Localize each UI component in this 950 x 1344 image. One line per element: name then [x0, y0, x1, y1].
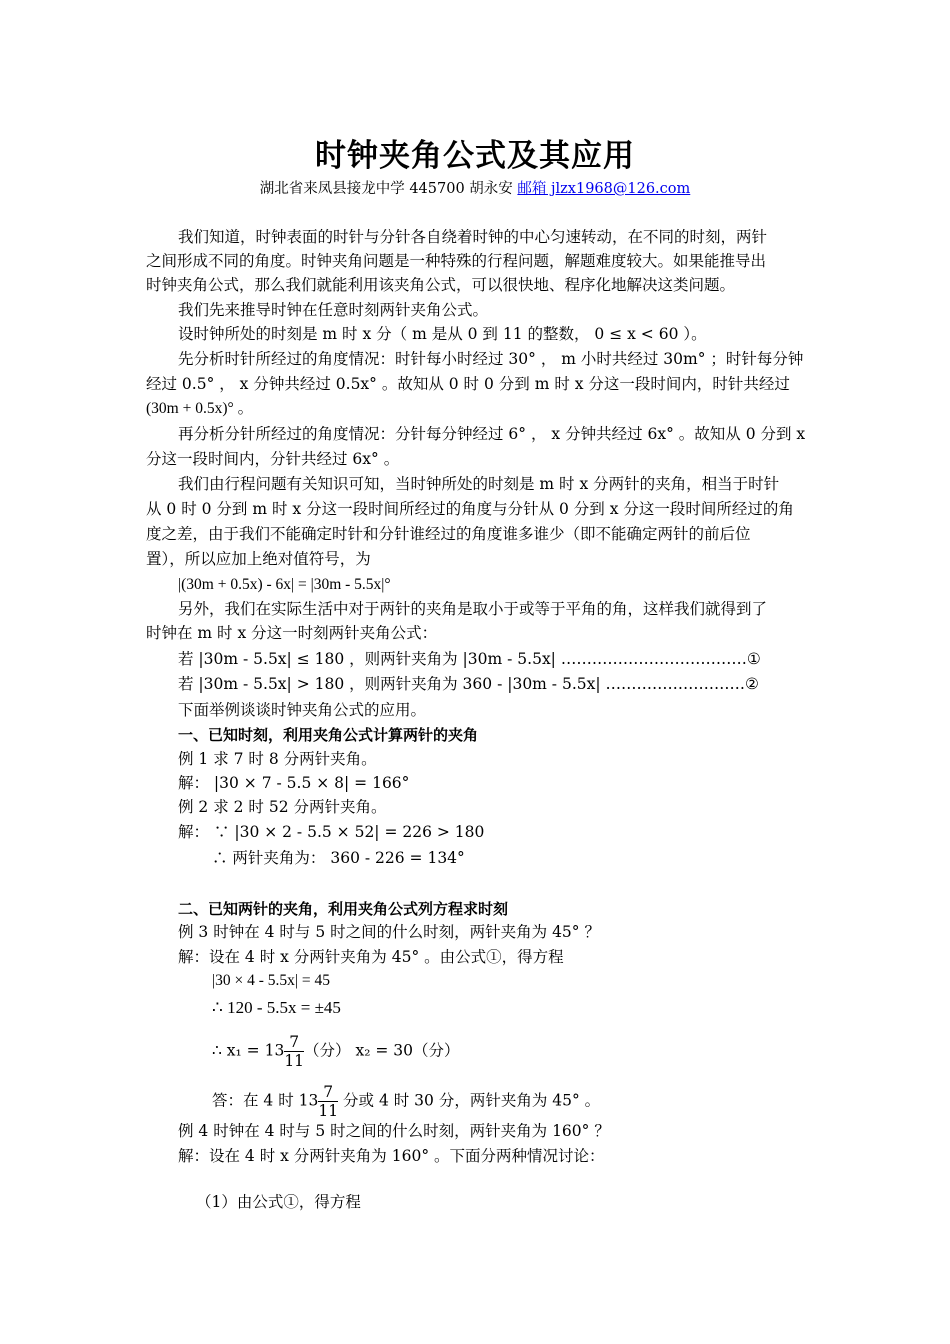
paragraph-line: 置），所以应加上绝对值符号，为: [146, 550, 371, 568]
formula-line: 若 |30m - 5.5x| ≤ 180 ，则两针夹角为 |30m - 5.5x| ………………………………①: [178, 650, 761, 668]
page-title: 时钟夹角公式及其应用: [315, 138, 635, 174]
formula-line: |(30m + 0.5x) - 6x| = |30m - 5.5x|°: [178, 576, 391, 593]
paragraph-line: 设时钟所处的时刻是 m 时 x 分（ m 是从 0 到 11 的整数， 0 ≤ x < 60 ）。: [178, 325, 707, 343]
paragraph-line: (30m + 0.5x)° 。: [146, 400, 254, 417]
example-line: 例 1 求 7 时 8 分两针夹角。: [178, 750, 377, 768]
paragraph-line: 度之差，由于我们不能确定时针和分针谁经过的角度谁多谁少（即不能确定两针的前后位: [146, 525, 751, 543]
x2-value: （分） x₂ = 30（分）: [304, 1041, 460, 1060]
fraction-denominator: 11: [318, 1102, 339, 1120]
example-line: 例 4 时钟在 4 时与 5 时之间的什么时刻，两针夹角为 160° ？: [178, 1122, 610, 1140]
fraction: [284, 1033, 304, 1070]
author-info: 湖北省来凤县接龙中学 445700 胡永安: [259, 181, 518, 197]
case-line: （1）由公式①，得方程: [196, 1193, 361, 1211]
solution-line: 解：设在 4 时 x 分两针夹角为 160° 。下面分两种情况讨论：: [178, 1147, 605, 1165]
answer-start: 答：在 4 时 13: [212, 1091, 319, 1110]
paragraph-line: 分这一段时间内，分针共经过 6x° 。: [146, 450, 400, 468]
paragraph-line: 从 0 时 0 分到 m 时 x 分这一段时间所经过的角度与分针从 0 分到 x 分这一段时间所经过的角: [146, 500, 794, 518]
author-line: [0, 177, 950, 198]
solution-line: 解：设在 4 时 x 分两针夹角为 45° 。由公式①，得方程: [178, 948, 564, 966]
section-heading: 二、已知两针的夹角，利用夹角公式列方程求时刻: [178, 900, 509, 918]
answer-end: 分或 4 时 30 分，两针夹角为 45° 。: [338, 1091, 601, 1110]
answer-line: [212, 1083, 600, 1120]
x1-value: ∴ x₁ = 13: [212, 1041, 285, 1060]
solution-line: ∴ 两针夹角为： 360 - 226 = 134°: [212, 849, 465, 867]
fraction: [318, 1083, 338, 1120]
formula-line: 若 |30m - 5.5x| > 180 ，则两针夹角为 360 - |30m - 5.5x| ………………………②: [178, 675, 759, 693]
paragraph-line: 下面举例谈谈时钟夹角公式的应用。: [178, 701, 427, 719]
email-link[interactable]: 邮箱 jlzx1968@126.com: [517, 181, 691, 197]
solution-line: 解： |30 × 7 - 5.5 × 8| = 166°: [178, 774, 410, 792]
paragraph-line: 我们知道，时钟表面的时针与分针各自绕着时钟的中心匀速转动，在不同的时刻，两针: [178, 228, 768, 246]
example-line: 例 3 时钟在 4 时与 5 时之间的什么时刻，两针夹角为 45° ？: [178, 923, 600, 941]
solution-line: 解： ∵ |30 × 2 - 5.5 × 52| = 226 > 180: [178, 823, 485, 841]
fraction-denominator: 11: [284, 1052, 305, 1070]
paragraph-line: 时钟在 m 时 x 分这一时刻两针夹角公式：: [146, 624, 438, 642]
paragraph-line: 之间形成不同的角度。时钟夹角问题是一种特殊的行程问题，解题难度较大。如果能推导出: [146, 252, 767, 270]
fraction-numerator: 7: [284, 1033, 304, 1052]
example-line: 例 2 求 2 时 52 分两针夹角。: [178, 798, 387, 816]
solution-line: [212, 1033, 460, 1070]
formula-line: |30 × 4 - 5.5x| = 45: [212, 972, 330, 989]
paragraph-line: 另外，我们在实际生活中对于两针的夹角是取小于或等于平角的角，这样我们就得到了: [178, 600, 768, 618]
section-heading: 一、已知时刻，利用夹角公式计算两针的夹角: [178, 726, 479, 744]
paragraph-line: 时钟夹角公式，那么我们就能利用该夹角公式，可以很快地、程序化地解决这类问题。: [146, 276, 736, 294]
fraction-numerator: 7: [318, 1083, 338, 1102]
paragraph-line: 经过 0.5° ， x 分钟共经过 0.5x° 。故知从 0 时 0 分到 m 时 x 分这一段时间内，时针共经过: [146, 375, 790, 393]
formula-line: ∴ 120 - 5.5x = ±45: [212, 998, 341, 1017]
paragraph-line: 再分析分针所经过的角度情况：分针每分钟经过 6° ， x 分钟共经过 6x° 。故知从 0 分到 x: [178, 425, 806, 443]
paragraph-line: 我们先来推导时钟在任意时刻两针夹角公式。: [178, 301, 489, 319]
paragraph-line: 先分析时针所经过的角度情况：时针每小时经过 30° ， m 小时共经过 30m° ；时针每分钟: [178, 350, 804, 368]
paragraph-line: 我们由行程问题有关知识可知，当时钟所处的时刻是 m 时 x 分两针的夹角，相当于时针: [178, 475, 780, 493]
